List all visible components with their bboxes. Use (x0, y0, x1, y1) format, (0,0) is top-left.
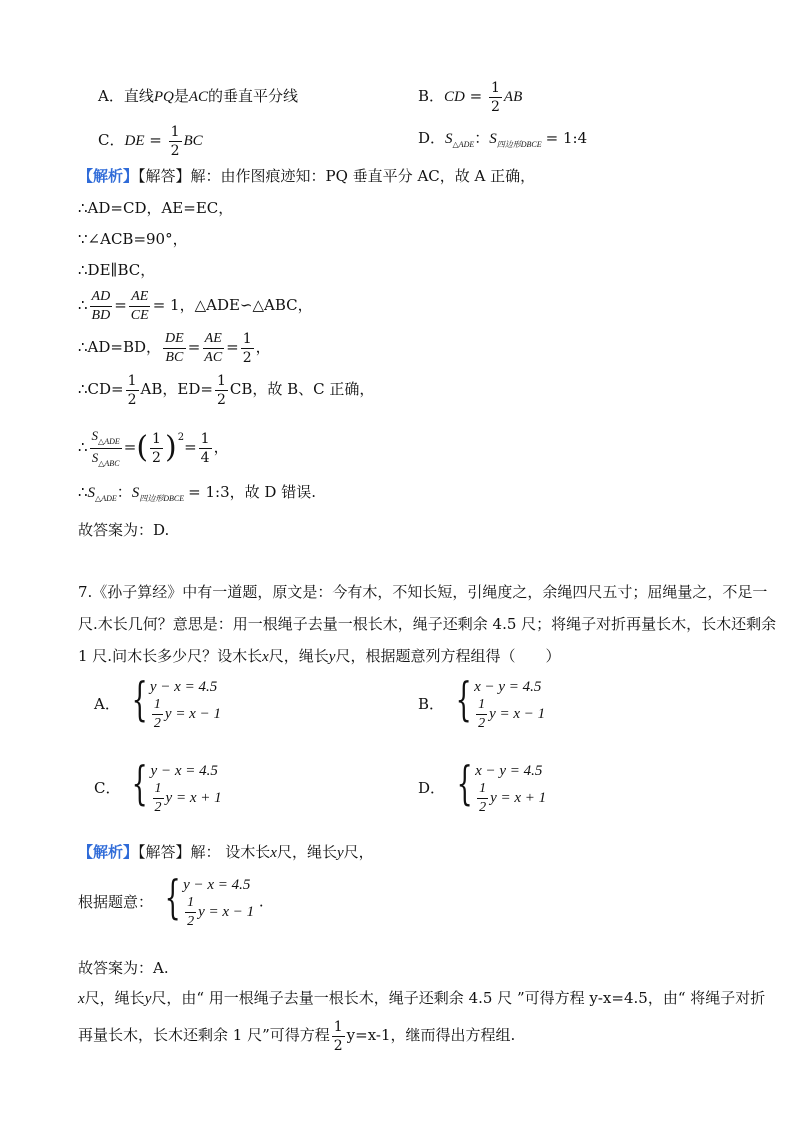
solution-text: ，△ADE∽△ABC， (179, 296, 313, 314)
question-text: 1 尺.问木长多少尺？设木长 (78, 647, 263, 665)
denominator: 2 (187, 914, 195, 929)
fraction (90, 290, 113, 323)
equation-system (125, 756, 222, 815)
math-var: S (489, 131, 497, 147)
solution-text: y=x-1，继而得出方程组. (346, 1026, 516, 1044)
solution-text: 尺，绳长 (84, 989, 145, 1007)
numerator: 1 (170, 123, 180, 140)
q7-answer: 故答案为：A. (78, 959, 169, 977)
denominator: 2 (479, 800, 487, 815)
fraction (152, 698, 163, 731)
denominator: BD (91, 307, 111, 323)
equation-2 (183, 896, 254, 929)
q6-solution-line4: ∴DE∥BC， (78, 261, 156, 279)
math-var: x (78, 991, 85, 1007)
fraction (169, 125, 182, 158)
solution-text: ， (255, 338, 271, 356)
denominator: 2 (478, 716, 486, 731)
q6-option-b (418, 76, 522, 117)
numerator: 1 (152, 698, 163, 715)
q6-solution-line2: ∴AD=CD，AE=EC， (78, 199, 234, 217)
numerator: AE (203, 332, 224, 349)
math-op: = (114, 296, 127, 314)
solution-text: ∴AD=BD， (78, 338, 162, 356)
brace-icon: { (131, 756, 148, 810)
q7-option-a (94, 672, 221, 731)
numerator: 1 (152, 430, 161, 447)
math-sub: △ABC (98, 458, 120, 468)
q6-option-a (98, 86, 298, 107)
numerator: AE (129, 290, 150, 307)
numerator: 1 (476, 698, 487, 715)
solution-text: 尺， (343, 843, 374, 861)
numerator: 1 (333, 1018, 343, 1035)
math-var: CD (444, 89, 465, 105)
option-label: A． (94, 695, 120, 713)
equation-system (158, 870, 255, 929)
option-text: 是 (173, 87, 189, 105)
math-var: AB (503, 89, 523, 105)
paren-close: ) (164, 430, 177, 465)
question-text: 尺，根据题意列方程组得（ ） (335, 647, 561, 665)
math-op: ： (474, 129, 490, 147)
system-rows (474, 676, 545, 731)
equation-1: y − x = 4.5 (150, 763, 218, 779)
solution-text: . (258, 892, 264, 911)
math-var: y (336, 845, 344, 861)
numerator: AD (90, 290, 113, 307)
numerator: 1 (185, 896, 196, 913)
fraction (150, 432, 163, 465)
denominator: 2 (152, 449, 161, 466)
denominator: 2 (490, 98, 500, 115)
denominator: 2 (216, 391, 226, 408)
q7-solution-system (78, 870, 264, 929)
numerator (90, 429, 122, 449)
denominator: 4 (200, 449, 210, 466)
fraction (215, 374, 228, 407)
option-label: B． (418, 695, 445, 713)
brace-icon: { (455, 672, 472, 726)
fraction (185, 896, 196, 929)
q7-text-line2: 尺.木长几何？意思是：用一根绳子去量一根长木，绳子还剩余 4.5 尺；将绳子对折再量长木，长木还剩余 (78, 615, 777, 633)
equation-rhs: y = x − 1 (164, 705, 221, 722)
solution-text: AB，ED= (140, 380, 213, 398)
math-sub: △ADE (98, 436, 120, 446)
option-label: C． (98, 131, 125, 149)
fraction (163, 332, 186, 365)
equation-1: y − x = 4.5 (183, 877, 251, 893)
numerator: 1 (490, 79, 500, 96)
numerator: 1 (477, 782, 488, 799)
exponent: 2 (177, 432, 185, 443)
math-op: = (464, 87, 487, 105)
option-label: A． (98, 87, 124, 105)
solution-text: ∴ (78, 438, 88, 456)
fraction (199, 432, 212, 465)
numerator: DE (163, 332, 186, 349)
fraction (126, 374, 139, 407)
math-var: x (270, 845, 277, 861)
math-op: = (144, 131, 167, 149)
math-op: = 1:4 (545, 129, 588, 147)
q7-explanation-line1 (78, 988, 765, 1009)
question-text: 尺，绳长 (268, 647, 329, 665)
q7-explanation-line2 (78, 1014, 515, 1056)
q7-text-line3 (78, 646, 560, 667)
q6-solution-line6: ∴AD=BD， $\frac{DE}{BC}$ = $\frac{AE}{AC}$ = $\frac{1}{2}$ ， (78, 330, 271, 366)
q6-solution-line7 (78, 368, 374, 410)
equation-1: x − y = 4.5 (474, 679, 542, 695)
equation-2 (474, 698, 545, 731)
analysis-tag: 【解析】 (78, 843, 139, 861)
numerator: 1 (216, 372, 226, 389)
math-var: PQ (153, 89, 174, 105)
system-rows (150, 676, 221, 731)
numerator: 1 (242, 330, 252, 347)
fraction (202, 332, 224, 365)
option-label: B． (418, 87, 445, 105)
brace-icon: { (164, 870, 181, 924)
q7-option-c (94, 756, 222, 815)
equation-rhs: y = x − 1 (489, 705, 546, 722)
equation-2 (150, 698, 221, 731)
math-var: S (131, 485, 140, 501)
q6-solution-line9 (78, 482, 316, 509)
solution-text: ， (213, 438, 229, 456)
denominator: 2 (127, 391, 137, 408)
math-op: = 1 (152, 296, 180, 314)
option-label: C． (94, 779, 121, 797)
q7-option-b (418, 672, 546, 731)
denominator: 2 (154, 800, 162, 815)
q6-solution-line5 (78, 284, 313, 326)
fraction (129, 290, 151, 323)
q7-option-d (418, 756, 547, 815)
math-sub: △ADE (452, 140, 475, 149)
solution-text: ，故 D 错误. (229, 483, 316, 501)
math-var: BC (183, 133, 203, 149)
paren-open: ( (136, 430, 149, 465)
equation-1: x − y = 4.5 (475, 763, 543, 779)
denominator: AC (204, 349, 223, 365)
q6-solution-line1 (78, 166, 535, 186)
q6-solution-line8: ∴ $\frac{S_{\triangle ADE}}{S_{\triangle ABC}}$ =( $\frac{1}{2}$ )$^2$= $\frac{1}{4}$ ， (78, 427, 229, 468)
math-var: S (91, 449, 99, 465)
fraction (153, 782, 164, 815)
math-var: DE (124, 133, 145, 149)
solution-text: 尺，绳长 (276, 843, 337, 861)
math-op: ： (116, 483, 132, 501)
math-sub: 四边形DBCE (496, 140, 542, 149)
numerator: 1 (153, 782, 164, 799)
solution-text: CB，故 B、C 正确， (229, 380, 375, 398)
equation-rhs: y = x + 1 (165, 789, 222, 806)
option-label: D． (418, 779, 446, 797)
q6-answer: 故答案为：D. (78, 521, 170, 539)
system-rows (151, 760, 222, 815)
denominator: CE (130, 307, 149, 323)
equation-system (449, 672, 546, 731)
solution-text: 再量长木，长木还剩余 1 尺”可得方程 (78, 1026, 330, 1044)
equation-system (125, 672, 221, 731)
q6-solution-line3: ∵∠ACB=90°， (78, 230, 188, 248)
denominator: 2 (153, 716, 161, 731)
math-var: S (445, 131, 453, 147)
fraction (477, 782, 488, 815)
equation-rhs: y = x − 1 (198, 903, 255, 920)
math-var: y (144, 991, 152, 1007)
q7-text-line1: 7.《孙子算经》中有一道题，原文是：今有木，不知长短，引绳度之，余绳四尺五寸；屈绳量之，不足一 (78, 583, 768, 601)
solution-text: ∴ (78, 296, 88, 314)
solution-text: ∴CD= (78, 380, 124, 398)
equation-2 (151, 782, 222, 815)
solution-text: ∴ (78, 483, 88, 501)
math-sub: 四边形DBCE (139, 494, 185, 503)
numerator: 1 (127, 372, 137, 389)
denominator: 2 (170, 142, 180, 159)
math-op: = 1:3 (188, 483, 230, 501)
solution-text: 根据题意： (78, 893, 154, 911)
equation-1: y − x = 4.5 (149, 679, 218, 695)
brace-icon: { (456, 756, 473, 810)
math-var: S (87, 485, 96, 501)
equation-rhs: y = x + 1 (490, 789, 547, 806)
solution-text: 尺，由“ 用一根绳子去量一根长木，绳子还剩余 4.5 尺 ”可得方程 y-x=4.5，由“ 将绳子对折 (151, 989, 766, 1007)
numerator: 1 (200, 430, 210, 447)
brace-icon: { (131, 672, 148, 726)
q7-solution-line1 (78, 842, 374, 863)
equation-system (450, 756, 547, 815)
solution-text: 【解答】解： 设木长 (138, 843, 271, 861)
option-text: 的垂直平分线 (208, 87, 299, 105)
q6-option-d (418, 128, 587, 155)
analysis-tag: 【解析】 (78, 167, 139, 185)
system-rows (183, 874, 254, 929)
option-label: D． (418, 129, 446, 147)
option-text: 直线 (123, 87, 154, 105)
fraction (90, 429, 122, 468)
math-var: y (328, 649, 336, 665)
fraction (489, 81, 502, 114)
fraction (241, 332, 254, 365)
equation-2 (475, 782, 546, 815)
math-sub: △ADE (95, 494, 117, 503)
math-var: AC (188, 89, 209, 105)
q6-option-c (98, 120, 203, 161)
fraction (476, 698, 487, 731)
denominator: BC (165, 349, 184, 365)
denominator (90, 449, 122, 468)
system-rows (475, 760, 546, 815)
fraction (332, 1020, 345, 1053)
math-var: S (91, 427, 99, 443)
denominator: 2 (333, 1037, 343, 1054)
solution-text: 【解答】解：由作图痕迹知：PQ 垂直平分 AC，故 A 正确， (138, 167, 536, 185)
denominator: 2 (242, 349, 252, 366)
math-var: x (262, 649, 269, 665)
